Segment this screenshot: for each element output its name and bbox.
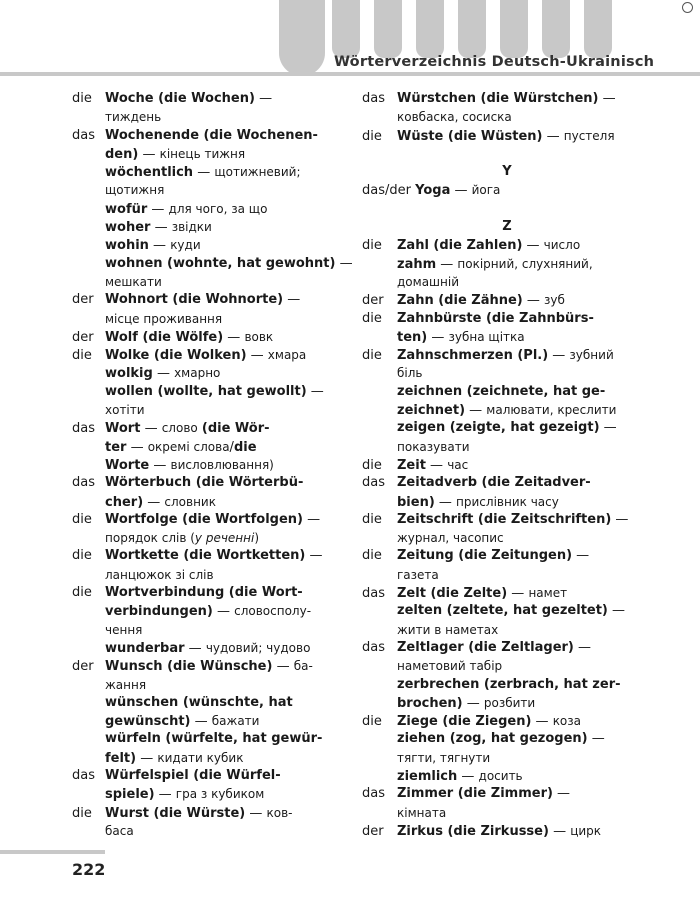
entry-text: Zahnschmerzen (Pl.) — зубний — [397, 348, 614, 364]
entry-text: Wunsch (die Wünsche) — ба- — [105, 659, 313, 675]
entry-line — [72, 529, 352, 547]
entry-line — [362, 804, 652, 822]
entry-line — [72, 712, 352, 730]
entry-text: тягти, тягнути — [397, 750, 491, 765]
entry-text: wohnen (wohnte, hat gewohnt) — — [105, 255, 353, 271]
entry-text: Woche (die Wochen) — — [105, 91, 273, 106]
entry-line — [362, 438, 652, 456]
entry-line — [72, 676, 352, 694]
entry-line — [72, 218, 352, 236]
article: die — [72, 548, 92, 564]
entry-line — [72, 145, 352, 163]
article: das — [362, 639, 385, 655]
entry-text: Wurst (die Würste) — ков- — [105, 805, 293, 821]
article: die — [362, 348, 382, 364]
header-rule — [0, 72, 700, 76]
entry-line — [72, 749, 352, 767]
entry-text: Zeitung (die Zeitungen) — — [397, 548, 590, 564]
page-title: Wörterverzeichnis Deutsch-Ukrainisch — [334, 54, 655, 70]
entry-line — [362, 474, 652, 492]
entry-line — [362, 346, 652, 364]
entry-text: Wortfolge (die Wortfolgen) — — [105, 511, 321, 527]
entry-text: жання — [105, 677, 147, 692]
entry-line — [72, 511, 352, 529]
entry-text: Wortverbindung (die Wort- — [105, 585, 303, 601]
entry-text: чення — [105, 622, 143, 637]
header-bar — [542, 0, 570, 58]
entry-text: Ziege (die Ziegen) — коза — [397, 714, 582, 730]
entry-text: verbindungen) — словосполу- — [105, 604, 312, 620]
entry-text: wohin — куди — [105, 238, 201, 254]
header-bar — [458, 0, 486, 58]
entry-text: Wort — слово (die Wör- — [105, 421, 270, 437]
entry-line — [362, 273, 652, 291]
entry-line — [362, 291, 652, 309]
entry-text: ten) — зубна щітка — [397, 329, 525, 345]
entry-text: wollen (wollte, hat gewollt) — — [105, 383, 324, 399]
entry-text: ланцюжок зі слів — [105, 567, 214, 582]
entry-line — [362, 621, 652, 639]
entry-line — [362, 785, 652, 803]
entry-line — [362, 529, 652, 547]
entry-text: наметовий табір — [397, 659, 503, 674]
entry-text: Zahl (die Zahlen) — число — [397, 238, 581, 254]
entry-line — [362, 90, 652, 108]
entry-line — [72, 328, 352, 346]
entry-line — [72, 566, 352, 584]
entry-text: показувати — [397, 439, 470, 454]
entry-line — [72, 181, 352, 199]
entry-text: Zeitschrift (die Zeitschriften) — — [397, 511, 629, 527]
entry-text: wünschen (wünschte, hat — [105, 694, 293, 710]
right-column — [362, 90, 652, 840]
entry-text: den) — кінець тижня — [105, 146, 246, 162]
entry-text: Wolke (die Wolken) — хмара — [105, 348, 307, 364]
article: der — [362, 293, 384, 309]
entry-line — [72, 383, 352, 401]
entry-text: тиждень — [105, 110, 162, 125]
entry-line — [72, 291, 352, 309]
entry-text: zeichnet) — малювати, креслити — [397, 403, 617, 419]
entry-text: spiele) — гра з кубиком — [105, 787, 265, 803]
entry-text: Worte — висловлювання) — [105, 457, 274, 473]
header-bar — [374, 0, 402, 58]
entry-text: zahm — покірний, слухняний, — [397, 256, 593, 272]
entry-text: місце проживання — [105, 311, 223, 326]
entry-line — [362, 584, 652, 602]
entry-line — [72, 108, 352, 126]
entry-line — [72, 346, 352, 364]
entry-line — [362, 419, 652, 437]
entry-line — [362, 657, 652, 675]
entry-text: Zahnbürste (die Zahnbürs- — [397, 310, 594, 326]
entry-line — [362, 328, 652, 346]
entry-text: bien) — прислівник часу — [397, 494, 559, 510]
entry-line — [72, 310, 352, 328]
entry-text: Zeltlager (die Zeltlager) — — [397, 639, 592, 655]
entry-text: баса — [105, 823, 134, 838]
article: das — [362, 91, 385, 106]
entry-line — [362, 127, 652, 145]
entry-line — [72, 273, 352, 291]
article: die — [362, 128, 382, 144]
entry-line — [72, 621, 352, 639]
entry-line — [72, 493, 352, 511]
entry-line — [72, 236, 352, 254]
section-letter: Y — [502, 164, 512, 180]
entry-line — [362, 511, 652, 529]
entry-line — [72, 456, 352, 474]
entry-text: газета — [397, 567, 439, 582]
entry-line — [72, 785, 352, 803]
section-letter: Z — [502, 219, 512, 235]
entry-text: gewünscht) — бажати — [105, 714, 260, 730]
header-bar — [500, 0, 528, 58]
article: der — [362, 823, 384, 839]
article: das — [72, 127, 95, 143]
entry-line — [362, 694, 652, 712]
entry-text: Wochenende (die Wochenen- — [105, 127, 318, 143]
entry-line — [72, 364, 352, 382]
left-column — [72, 90, 352, 840]
article: der — [72, 329, 94, 345]
entry-line — [72, 401, 352, 419]
article: der — [72, 292, 94, 308]
article: der — [72, 659, 94, 675]
entry-text: wöchentlich — щотижневий; — [105, 165, 301, 181]
entry-text: Zelt (die Zelte) — намет — [397, 586, 568, 602]
entry-line — [362, 639, 652, 657]
article: die — [362, 457, 382, 473]
header-pill — [279, 0, 325, 76]
entry-line — [72, 767, 352, 785]
entry-line — [362, 749, 652, 767]
publisher-logo-icon — [682, 2, 694, 13]
entry-text: zelten (zeltete, hat gezeltet) — — [397, 603, 626, 619]
entry-text: хотіти — [105, 403, 145, 418]
header-bar — [416, 0, 444, 58]
entry-line — [362, 456, 652, 474]
entry-line — [362, 712, 652, 730]
article: das/der — [362, 183, 411, 199]
entry-line — [72, 694, 352, 712]
entry-line — [72, 804, 352, 822]
entry-line — [72, 730, 352, 748]
entry-text: Würfelspiel (die Würfel- — [105, 767, 281, 783]
article: die — [362, 310, 382, 326]
entry-text: ter — окремі слова/die — [105, 439, 257, 455]
spacer — [362, 200, 652, 218]
entry-line — [362, 676, 652, 694]
entry-line — [362, 730, 652, 748]
entry-line — [72, 822, 352, 840]
entry-line — [362, 236, 652, 254]
entry-text: мешкати — [105, 274, 162, 289]
entry-text: журнал, часопис — [397, 531, 504, 546]
entry-line — [362, 822, 652, 840]
entry-line — [72, 255, 352, 273]
header-bar — [584, 0, 612, 58]
article: die — [362, 238, 382, 254]
entry-text: brochen) — розбити — [397, 695, 536, 711]
entry-text: домашній — [397, 274, 460, 289]
entry-text: zeichnen (zeichnete, hat ge- — [397, 383, 606, 399]
entry-line — [72, 438, 352, 456]
entry-line — [362, 602, 652, 620]
entry-text: cher) — словник — [105, 494, 216, 510]
header-bar — [332, 0, 360, 58]
entry-line — [72, 657, 352, 675]
entry-line — [362, 383, 652, 401]
entry-text: жити в наметах — [397, 622, 499, 637]
entry-text: Yoga — йога — [415, 183, 501, 199]
entry-line — [72, 474, 352, 492]
entry-line — [72, 584, 352, 602]
article: die — [362, 511, 382, 527]
entry-text: ziehen (zog, hat gezogen) — — [397, 731, 605, 747]
entry-line — [72, 127, 352, 145]
article: das — [72, 421, 95, 437]
entry-line — [72, 547, 352, 565]
entry-text: Zahn (die Zähne) — зуб — [397, 293, 565, 309]
entry-text: würfeln (würfelte, hat gewür- — [105, 731, 323, 747]
entry-text: wunderbar — чудовий; чудово — [105, 640, 311, 656]
entry-line — [72, 602, 352, 620]
article: die — [72, 805, 92, 821]
page-number: 222 — [72, 860, 106, 879]
entry-line — [72, 90, 352, 108]
entry-text: кімната — [397, 805, 447, 820]
entry-text: Wörterbuch (die Wörterbü- — [105, 475, 304, 491]
entry-text: zerbrechen (zerbrach, hat zer- — [397, 676, 621, 692]
entry-text: Zeitadverb (die Zeitadver- — [397, 475, 591, 491]
article: das — [362, 475, 385, 491]
entry-line — [72, 639, 352, 657]
article: die — [72, 91, 92, 106]
entry-line — [362, 108, 652, 126]
entry-line — [362, 310, 652, 328]
article: die — [72, 585, 92, 601]
entry-text: wofür — для чого, за що — [105, 201, 268, 217]
entry-text: Wortkette (die Wortketten) — — [105, 548, 323, 564]
entry-line — [362, 401, 652, 419]
article: die — [72, 348, 92, 364]
entry-text: Würstchen (die Würstchen) — — [397, 91, 616, 106]
entry-text: щотижня — [105, 183, 165, 198]
entry-text: woher — звідки — [105, 220, 212, 236]
entry-text: Wolf (die Wölfe) — вовк — [105, 329, 274, 345]
entry-line — [362, 493, 652, 511]
article: die — [362, 548, 382, 564]
spacer — [362, 145, 652, 163]
entry-text: Wüste (die Wüsten) — пустеля — [397, 128, 615, 144]
entry-line — [362, 767, 652, 785]
entry-text: Zimmer (die Zimmer) — — [397, 786, 571, 802]
entry-line — [362, 547, 652, 565]
entry-line — [362, 255, 652, 273]
entry-text: Wohnort (die Wohnorte) — — [105, 292, 301, 308]
entry-line — [362, 364, 652, 382]
entry-text: біль — [397, 366, 423, 381]
article: das — [72, 767, 95, 783]
entry-text: порядок слів (у реченні) — [105, 531, 260, 546]
article: das — [362, 586, 385, 602]
entry-line — [362, 566, 652, 584]
entry-text: zeigen (zeigte, hat gezeigt) — — [397, 420, 617, 436]
article: das — [362, 786, 385, 802]
entry-line — [72, 163, 352, 181]
entry-text: felt) — кидати кубик — [105, 750, 244, 766]
entry-line — [72, 200, 352, 218]
entry-line — [72, 419, 352, 437]
entry-text: ziemlich — досить — [397, 768, 523, 784]
entry-text: wolkig — хмарно — [105, 366, 221, 382]
entry-text: Zeit — час — [397, 457, 469, 473]
entry-line — [362, 181, 652, 199]
article: die — [72, 511, 92, 527]
footer-rule — [0, 850, 105, 854]
article: die — [362, 714, 382, 730]
entry-text: ковбаска, сосиска — [397, 110, 512, 125]
article: das — [72, 475, 95, 491]
entry-text: Zirkus (die Zirkusse) — цирк — [397, 823, 602, 839]
